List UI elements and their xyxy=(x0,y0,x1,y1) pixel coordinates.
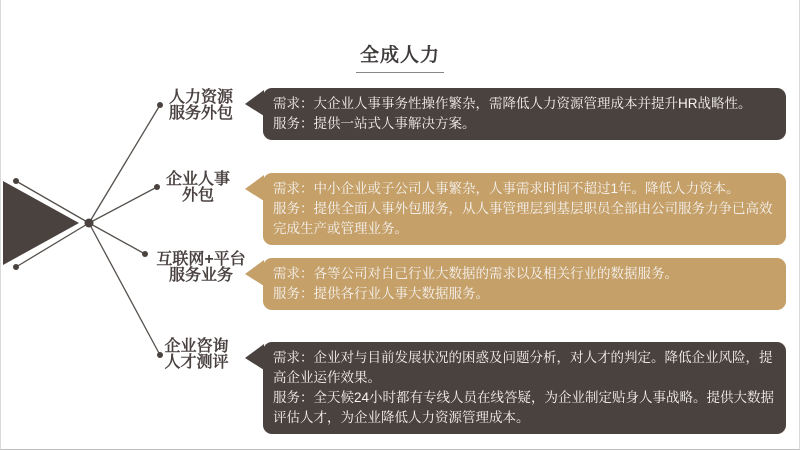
branch-label-line: 人才测评 xyxy=(164,354,229,371)
center-dot xyxy=(85,219,94,228)
bubble-hr-outsourcing xyxy=(263,88,786,140)
demand-text: 需求：中小企业或子公司人事繁杂，人事需求时间不超过1年。降低人力资本。 xyxy=(273,181,740,196)
service-text: 服务：全天候24小时都有专线人员在线答疑，为企业制定贴身人事战略。提供大数据评估人才，为企业降低人力资源管理成本。 xyxy=(273,390,775,425)
demand-text: 需求：大企业人事事务性操作繁杂，需降低人力资源管理成本并提升HR战略性。 xyxy=(273,96,752,111)
connector-line xyxy=(89,105,160,223)
slide-title: 全成人力 xyxy=(356,40,444,73)
connector-dot xyxy=(13,178,19,184)
branch-label-line: 企业咨询 xyxy=(164,338,229,355)
branch-label-line: 服务外包 xyxy=(168,105,233,122)
bubble-internet-platform xyxy=(263,258,786,310)
service-text: 服务：提供一站式人事解决方案。 xyxy=(273,116,476,131)
demand-text: 需求：企业对与目前发展状况的困惑及问题分析，对人才的判定。降低企业风险，提高企业运作效果。 xyxy=(273,350,773,385)
branch-label-internet-platform xyxy=(131,252,271,284)
branch-label-consulting-assessment xyxy=(129,339,264,371)
branch-label-line: 互联网+平台 xyxy=(156,251,246,268)
bubble-consulting-assessment xyxy=(263,342,786,434)
service-text: 服务：提供各行业人事大数据服务。 xyxy=(273,286,489,301)
branch-label-line: 企业人事 xyxy=(165,171,230,188)
service-text: 服务：提供全面人事外包服务，从人事管理层到基层职员全部由公司服务力争已高效完成生产或管理业务。 xyxy=(273,201,773,236)
branch-label-line: 服务业务 xyxy=(168,267,233,284)
connector-dot xyxy=(13,264,19,270)
branch-label-hr-outsourcing xyxy=(136,90,266,122)
branch-label-line: 外包 xyxy=(181,187,214,204)
demand-text: 需求：各等公司对自己行业大数据的需求以及相关行业的数据服务。 xyxy=(273,266,678,281)
bubble-personnel-outsourcing xyxy=(263,173,786,245)
branch-label-personnel-outsourcing xyxy=(133,172,263,204)
title-area xyxy=(1,40,799,73)
branch-label-line: 人力资源 xyxy=(168,89,233,106)
